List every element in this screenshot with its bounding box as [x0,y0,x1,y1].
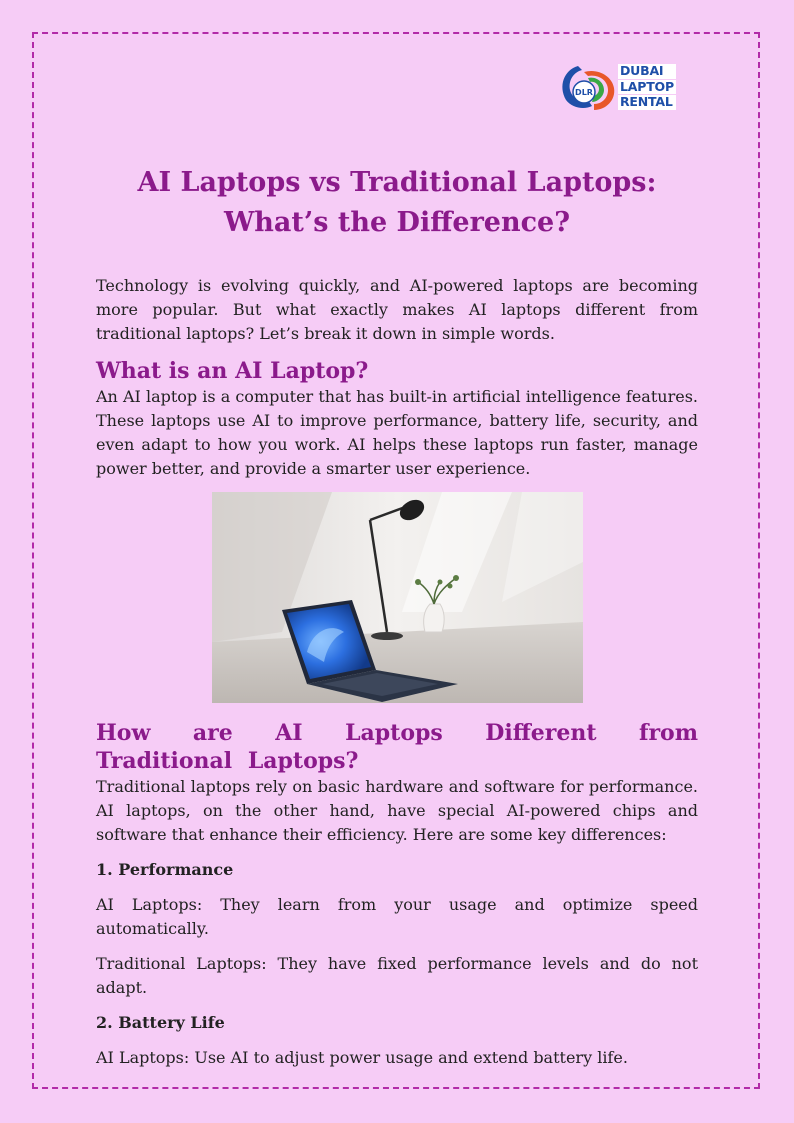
section-what-is-ai-laptop-text: An AI laptop is a computer that has built-in artificial intelligence features. These laptops use AI to improve performance, battery life, security, and even adapt to how you work. AI helps these laptops run faster, manage power better, and provide a smarter user experience. [96,387,698,478]
title-line-1: AI Laptops vs Traditional Laptops: [137,167,657,198]
logo-line-3: RENTAL [618,95,676,110]
page-title [96,163,698,243]
article-body [96,274,698,1081]
dubai-laptop-rental-logo [558,60,686,112]
laptop-photo [212,492,583,703]
intro-paragraph: Technology is evolving quickly, and AI-powered laptops are becoming more popular. But what exactly makes AI laptops different from traditional laptops? Let’s break it down in simple words. [96,276,698,343]
performance-ai-text: AI Laptops: They learn from your usage and optimize speed automatically. [96,895,698,938]
logo-line-2: LAPTOP [620,78,674,94]
section-differences-text: Traditional laptops rely on basic hardware and software for performance. AI laptops, on the other hand, have special AI-powered chips and software that enhance their efficiency. Here are some key differences: [96,777,698,844]
section-heading-differences: How are AI Laptops Different from Traditional Laptops? [96,720,698,774]
performance-traditional-text: Traditional Laptops: They have fixed performance levels and do not adapt. [96,954,698,997]
logo-emblem-icon [558,60,618,112]
battery-ai-text: AI Laptops: Use AI to adjust power usage and extend battery life. [96,1048,628,1067]
logo-badge-text: DLR [575,88,593,97]
battery-heading: 2. Battery Life [96,1013,225,1032]
section-heading-what-is-ai-laptop: What is an AI Laptop? [96,358,369,384]
title-line-2: What’s the Difference? [223,207,571,238]
logo-line-1: DUBAI [618,64,676,79]
performance-heading: 1. Performance [96,860,234,879]
logo-wordmark [618,64,676,111]
